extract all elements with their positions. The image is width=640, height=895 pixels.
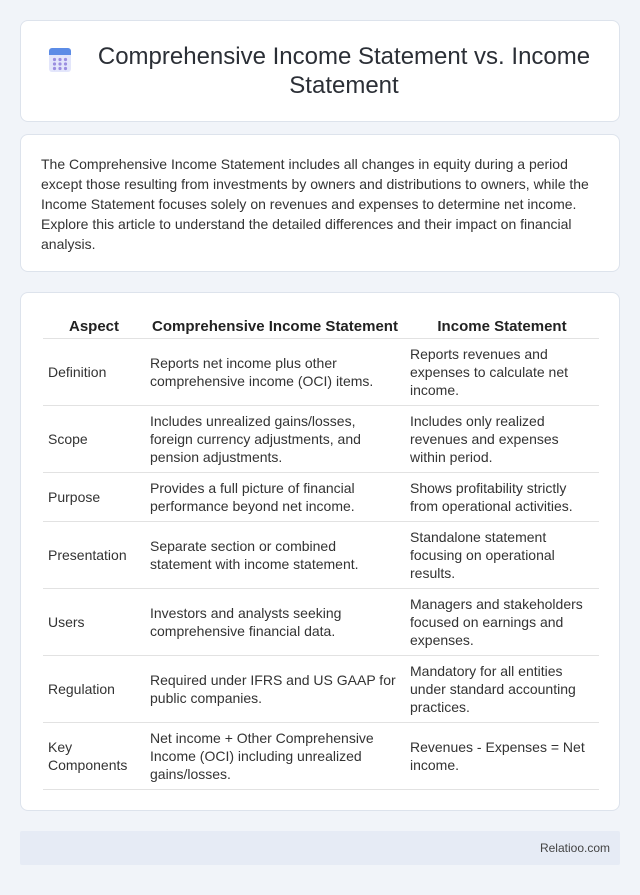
table-header-row — [43, 315, 599, 339]
intro-card — [20, 134, 620, 272]
comprehensive-cell: Investors and analysts seeking comprehensive financial data. — [145, 589, 405, 656]
header-income-statement: Income Statement — [405, 315, 599, 339]
aspect-cell: Scope — [43, 406, 145, 473]
aspect-cell: Key Components — [43, 723, 145, 790]
comprehensive-cell: Separate section or combined statement with income statement. — [145, 522, 405, 589]
aspect-cell: Users — [43, 589, 145, 656]
comprehensive-cell: Includes unrealized gains/losses, foreign currency adjustments, and pension adjustments. — [145, 406, 405, 473]
income-cell: Revenues - Expenses = Net income. — [405, 723, 599, 790]
income-cell: Reports revenues and expenses to calculate net income. — [405, 339, 599, 406]
page-title: Comprehensive Income Statement vs. Income Statement — [97, 43, 591, 99]
income-cell: Mandatory for all entities under standard accounting practices. — [405, 656, 599, 723]
aspect-cell: Definition — [43, 339, 145, 406]
income-cell: Includes only realized revenues and expenses within period. — [405, 406, 599, 473]
table-row — [43, 406, 599, 473]
table-row — [43, 522, 599, 589]
comprehensive-cell: Provides a full picture of financial performance beyond net income. — [145, 473, 405, 522]
comprehensive-cell: Reports net income plus other comprehensive income (OCI) items. — [145, 339, 405, 406]
comparison-table-card — [20, 292, 620, 811]
aspect-cell: Presentation — [43, 522, 145, 589]
header-aspect: Aspect — [43, 315, 145, 339]
header — [46, 42, 594, 100]
header-card — [20, 20, 620, 122]
comprehensive-cell: Net income + Other Comprehensive Income (OCI) including unrealized gains/losses. — [145, 723, 405, 790]
footer — [20, 831, 620, 865]
income-cell: Standalone statement focusing on operational results. — [405, 522, 599, 589]
aspect-cell: Regulation — [43, 656, 145, 723]
table-row — [43, 723, 599, 790]
income-cell: Shows profitability strictly from operational activities. — [405, 473, 599, 522]
income-cell: Managers and stakeholders focused on earnings and expenses. — [405, 589, 599, 656]
table-row — [43, 656, 599, 723]
comparison-table — [43, 315, 599, 790]
comprehensive-cell: Required under IFRS and US GAAP for public companies. — [145, 656, 405, 723]
aspect-cell: Purpose — [43, 473, 145, 522]
intro-paragraph: The Comprehensive Income Statement includes all changes in equity during a period except those resulting from investments by owners and distributions to owners, while the Income Statement focuses solely on revenues and expenses to determine net income. Explore this article to understand the detailed differences and their impact on financial analysis. — [41, 156, 589, 252]
table-row — [43, 473, 599, 522]
table-row — [43, 339, 599, 406]
header-comprehensive-income-statement: Comprehensive Income Statement — [145, 315, 405, 339]
footer-brand: Relatioo.com — [539, 841, 610, 855]
table-row — [43, 589, 599, 656]
calculator-icon — [46, 46, 74, 74]
